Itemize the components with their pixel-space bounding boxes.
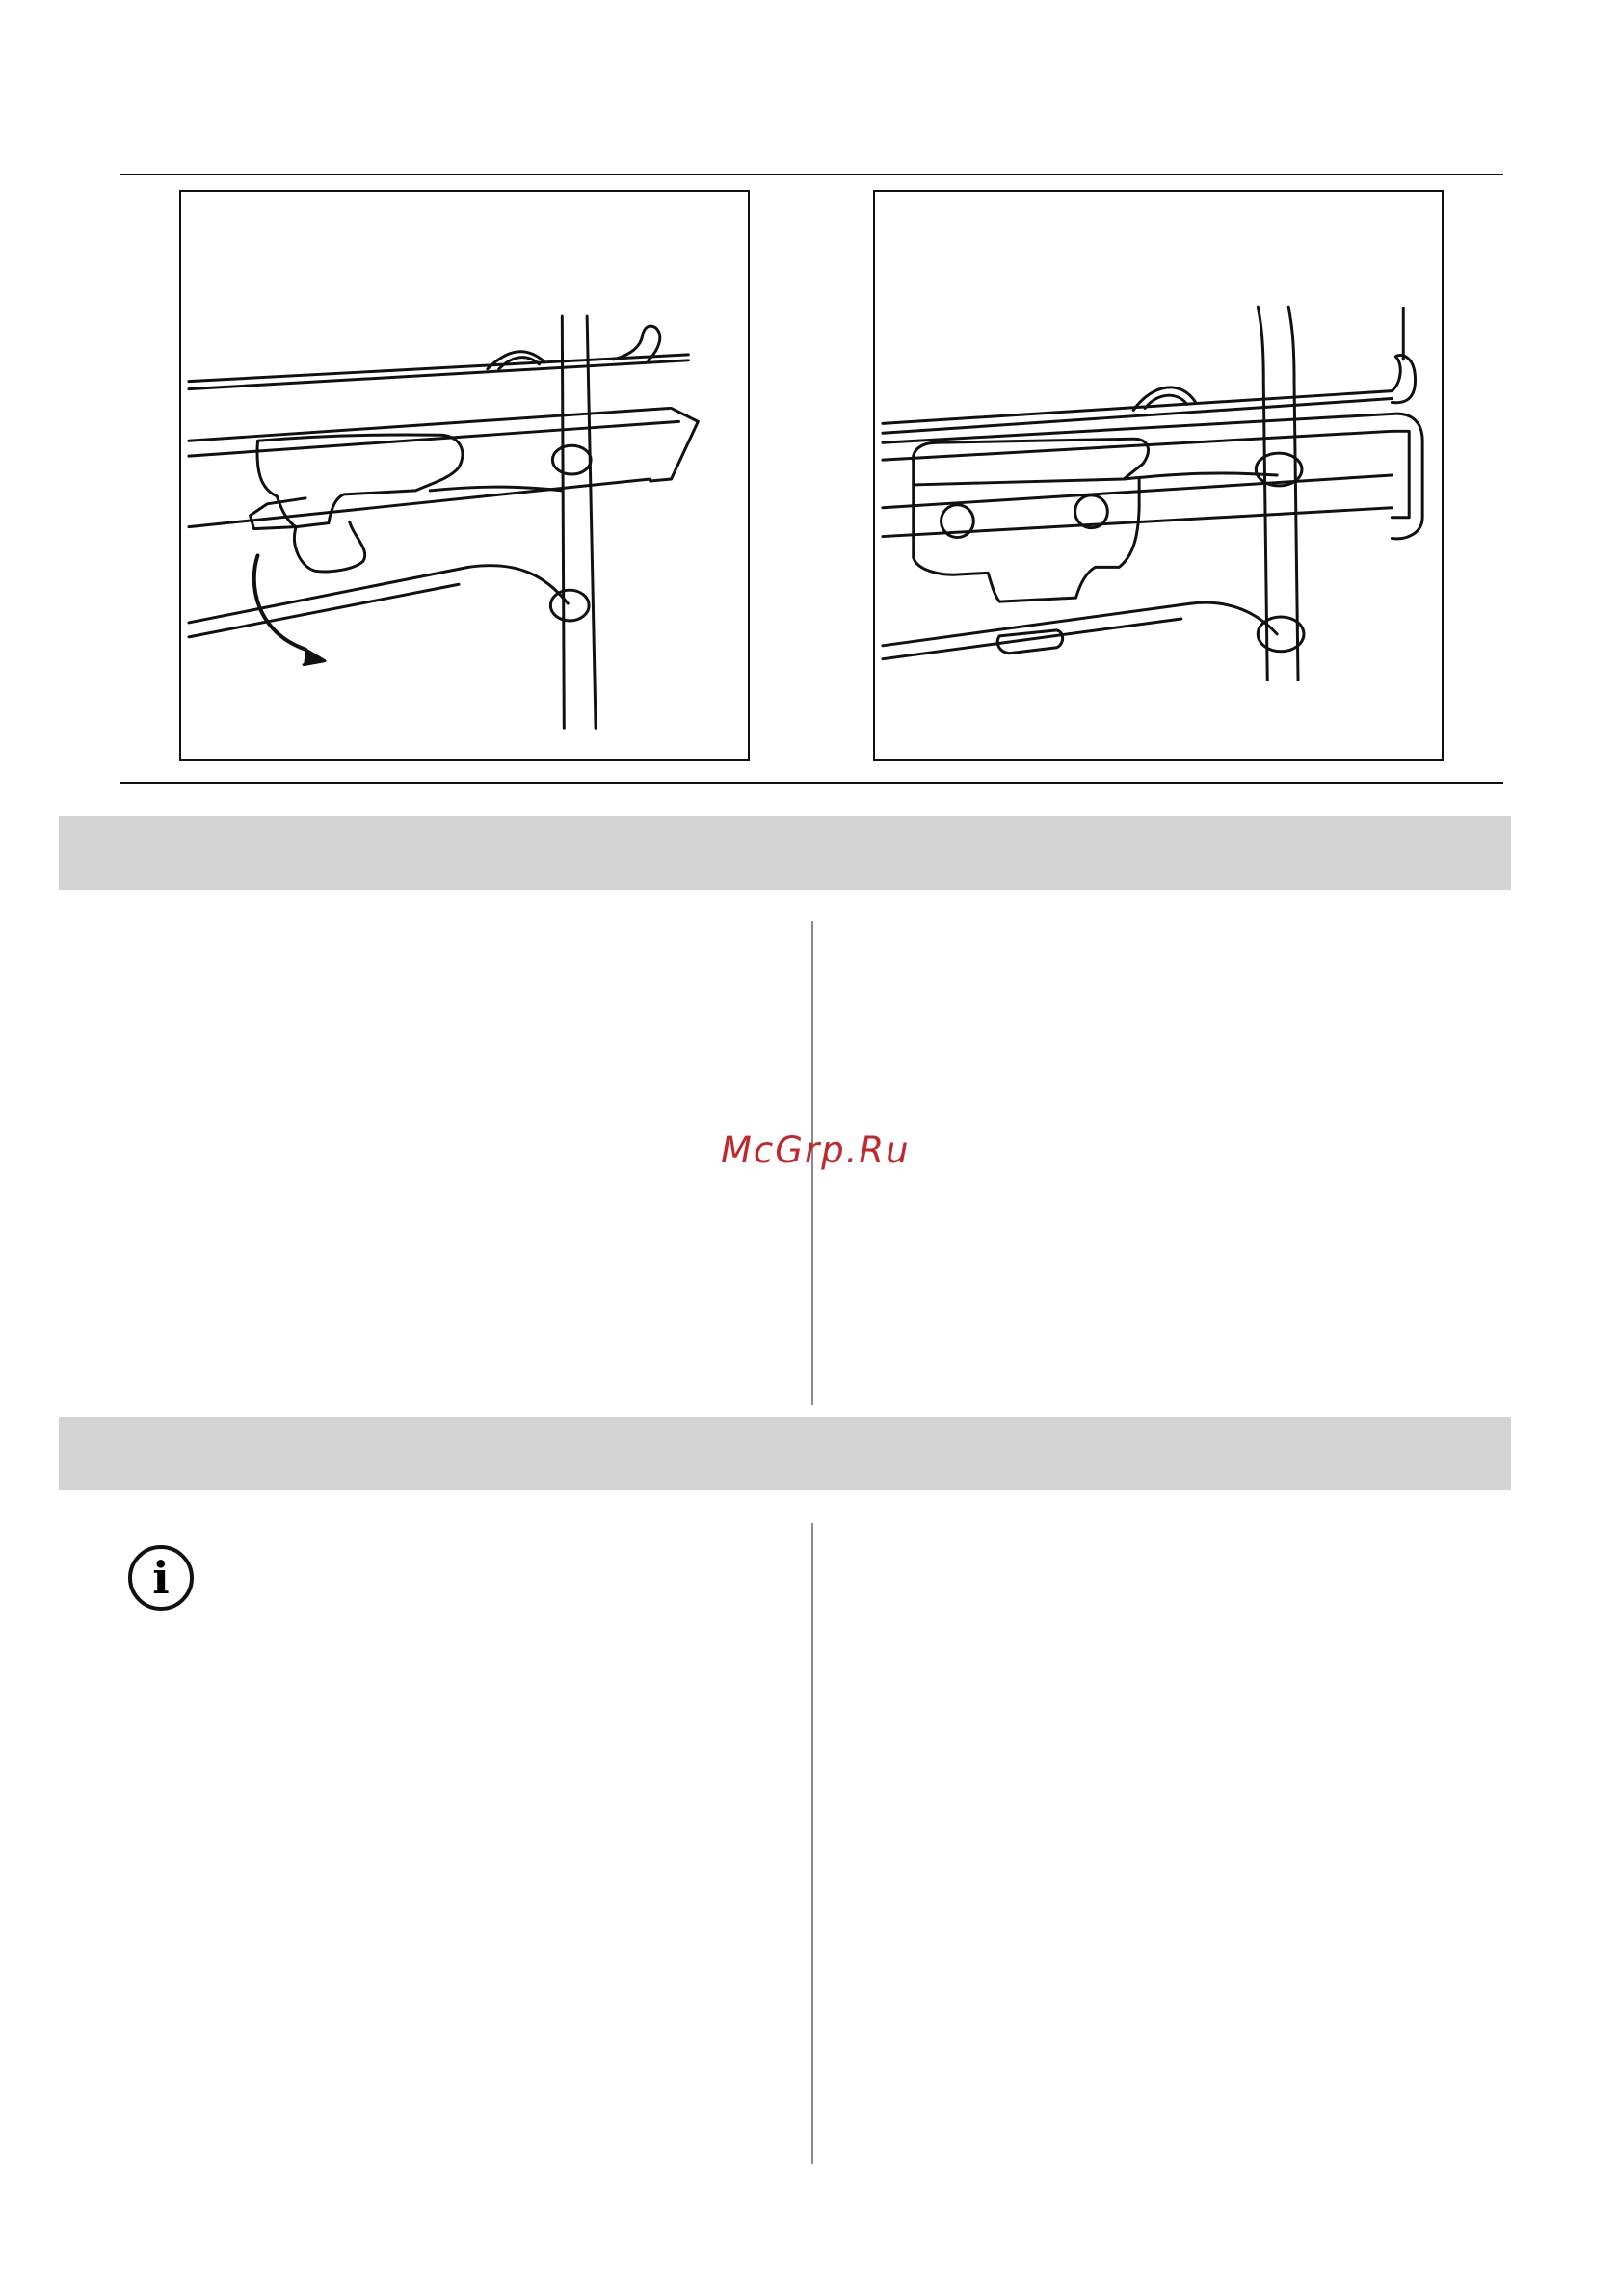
section-header-band-2 xyxy=(59,1417,1511,1490)
section-header-band-1 xyxy=(59,816,1511,890)
info-icon: i xyxy=(128,1545,194,1611)
bottom-rule xyxy=(120,782,1503,784)
illustration-panel-left xyxy=(179,190,750,761)
illustration-panel-right xyxy=(873,190,1444,761)
top-rule xyxy=(120,174,1503,175)
column-divider-2 xyxy=(811,1523,813,2164)
watermark: McGrp.Ru xyxy=(721,1130,911,1171)
